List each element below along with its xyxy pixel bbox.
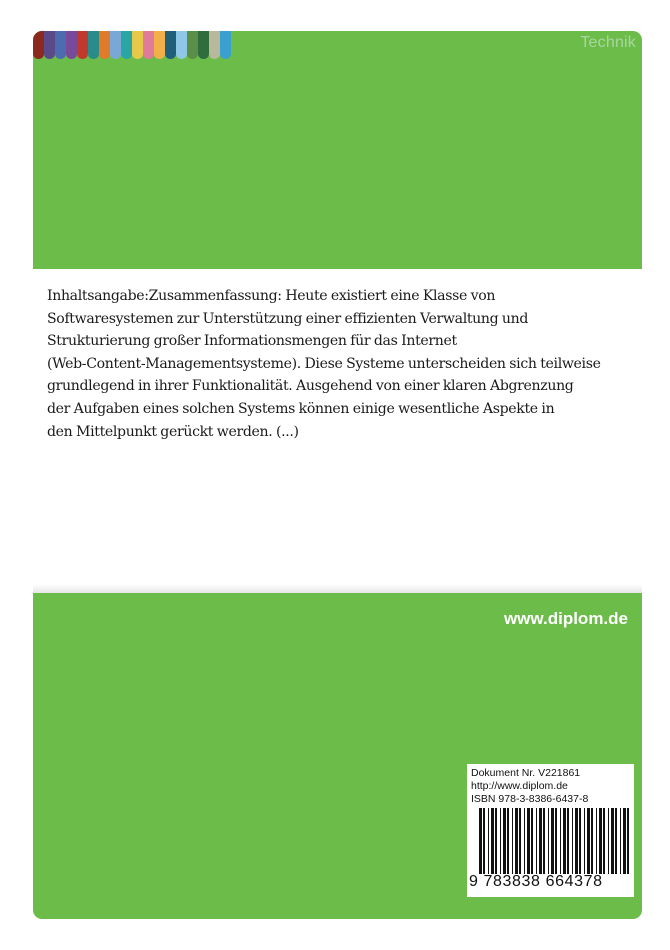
blurb-text <box>47 285 633 443</box>
blurb-line: (Web-Content-Managementsysteme). Diese Systeme unterscheiden sich teilweise <box>47 355 601 372</box>
color-stripe <box>143 31 154 59</box>
barcode-bar <box>587 808 590 874</box>
barcode-bar <box>488 808 489 874</box>
color-stripe <box>44 31 55 59</box>
color-stripe <box>66 31 77 59</box>
barcode-bar <box>519 808 521 874</box>
color-stripe <box>209 31 220 59</box>
barcode-bar <box>524 808 525 874</box>
barcode-bar <box>527 808 530 874</box>
barcode-icon <box>479 808 629 874</box>
isbn-text: ISBN 978-3-8386-6437-8 <box>471 793 589 805</box>
barcode-bar <box>512 808 513 874</box>
category-label: Technik <box>580 34 636 51</box>
barcode-bar <box>584 808 585 874</box>
barcode-bar <box>555 808 557 874</box>
cover-top-panel <box>33 31 642 269</box>
publisher-url: http://www.diplom.de <box>471 780 568 792</box>
barcode-bar <box>627 808 629 874</box>
color-stripe <box>132 31 143 59</box>
document-number: Dokument Nr. V221861 <box>471 767 581 779</box>
publisher-website[interactable]: www.diplom.de <box>503 609 628 628</box>
blurb-line: Inhaltsangabe:Zusammenfassung: Heute existiert eine Klasse von <box>47 288 496 304</box>
barcode-bar <box>615 808 617 874</box>
barcode-bar <box>491 808 494 874</box>
color-stripe <box>154 31 165 59</box>
color-stripe <box>176 31 187 59</box>
barcode-bar <box>608 808 609 874</box>
blurb-line: grundlegend in ihrer Funktionalität. Ausgehend von einer klaren Abgrenzung <box>47 378 574 395</box>
barcode-bar <box>548 808 549 874</box>
color-stripe <box>187 31 198 59</box>
barcode-bar <box>531 808 533 874</box>
color-stripe <box>88 31 99 59</box>
barcode-bar <box>551 808 554 874</box>
barcode-digits: 9 783838 664378 <box>469 873 603 890</box>
barcode-bar <box>579 808 581 874</box>
barcode-bar <box>500 808 501 874</box>
color-stripe <box>33 31 44 59</box>
barcode-bar <box>563 808 566 874</box>
barcode-bar <box>515 808 518 874</box>
color-stripe <box>110 31 121 59</box>
color-stripe <box>220 31 231 59</box>
book-back-cover <box>33 31 642 919</box>
barcode-meta <box>471 767 588 806</box>
barcode-bar <box>575 808 578 874</box>
barcode-bar <box>567 808 569 874</box>
barcode-bar <box>536 808 537 874</box>
blurb-line: den Mittelpunkt gerückt werden. (...) <box>47 423 299 440</box>
barcode-bar <box>479 808 482 874</box>
barcode-bar <box>572 808 573 874</box>
barcode-bar <box>543 808 545 874</box>
barcode-bar <box>603 808 605 874</box>
barcode-bar <box>599 808 602 874</box>
blurb-line: Strukturierung großer Informationsmengen für das Internet <box>47 333 457 350</box>
color-stripe <box>55 31 66 59</box>
color-stripes <box>33 31 231 59</box>
color-stripe <box>77 31 88 59</box>
color-stripe <box>121 31 132 59</box>
color-stripe <box>198 31 209 59</box>
barcode-bar <box>495 808 497 874</box>
color-stripe <box>165 31 176 59</box>
barcode-bar <box>596 808 597 874</box>
barcode-bar <box>623 808 626 874</box>
barcode-bar <box>591 808 593 874</box>
blurb-line: der Aufgaben eines solchen Systems können einige wesentliche Aspekte in <box>47 400 555 417</box>
color-stripe <box>99 31 110 59</box>
barcode-bar <box>620 808 621 874</box>
barcode-bar <box>611 808 614 874</box>
barcode-bar <box>507 808 509 874</box>
barcode-bar <box>503 808 506 874</box>
barcode-bar <box>483 808 485 874</box>
barcode-bar <box>560 808 561 874</box>
blurb-line: Softwaresystemen zur Unterstützung einer effizienten Verwaltung und <box>47 310 529 327</box>
barcode-bar <box>539 808 542 874</box>
